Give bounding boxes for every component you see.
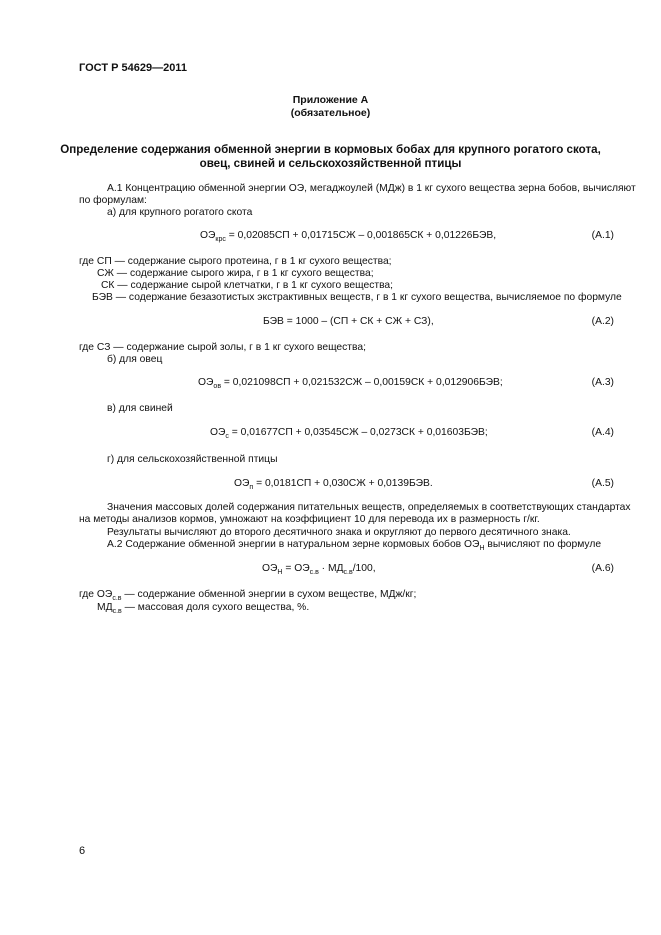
formula-a6-d: /100,	[352, 563, 376, 574]
formula-a4-sub: с	[225, 433, 229, 440]
formula-a6-b: = ОЭ	[282, 563, 310, 574]
where-md-sv-sub: с.в	[112, 608, 122, 615]
formula-a6-b-sub: с.в	[309, 569, 319, 576]
where-md-sv-post: — массовая доля сухого вещества, %.	[121, 602, 310, 613]
standard-header: ГОСТ Р 54629—2011	[79, 62, 187, 74]
item-a: а) для крупного рогатого скота	[107, 207, 253, 218]
formula-a3-rhs: = 0,021098СП + 0,021532СЖ – 0,00159СК + 0,012906БЭВ;	[221, 377, 503, 388]
formula-a3	[198, 377, 503, 389]
formula-a3-sub: ов	[213, 383, 222, 390]
formula-a4	[210, 427, 488, 439]
formula-a6	[262, 563, 376, 575]
where-oe-sv-pre: где ОЭ	[79, 589, 113, 600]
formula-a3-number: (А.3)	[591, 377, 614, 388]
formula-a4-number: (А.4)	[591, 427, 614, 438]
formula-a5-rhs: = 0,0181СП + 0,030СЖ + 0,0139БЭВ.	[253, 478, 433, 489]
where-szh: СЖ — содержание сырого жира, г в 1 кг сухого вещества;	[97, 268, 374, 279]
formula-a5-number: (А.5)	[591, 478, 614, 489]
item-c: в) для свиней	[107, 403, 173, 414]
where-sz: где СЗ — содержание сырой золы, г в 1 кг сухого вещества;	[79, 342, 366, 353]
formula-a2-number: (А.2)	[591, 316, 614, 327]
formula-a6-number: (А.6)	[591, 563, 614, 574]
formula-a1-number: (А.1)	[591, 230, 614, 241]
formula-a5	[234, 478, 433, 490]
where-sk: СК — содержание сырой клетчатки, г в 1 кг сухого вещества;	[101, 280, 394, 291]
formula-a1-lhs: ОЭ	[200, 230, 216, 241]
formula-a5-sub: п	[249, 484, 254, 491]
paragraph-a2-post: вычисляют по формуле	[484, 539, 602, 550]
where-oe-sv-post: — содержание обменной энергии в сухом веществе, МДж/кг;	[121, 589, 417, 600]
item-d: г) для сельскохозяйственной птицы	[107, 454, 278, 465]
where-md-sv-pre: МД	[97, 602, 113, 613]
formula-a6-c-sub: с.в	[343, 569, 353, 576]
paragraph-a2	[107, 539, 601, 551]
where-bev: БЭВ — содержание безазотистых экстрактивных веществ, г в 1 кг сухого вещества, вычисляемое по формуле	[92, 292, 622, 303]
where-md-sv	[97, 602, 309, 614]
paragraph-a1-line1: А.1 Концентрацию обменной энергии ОЭ, мегаджоулей (МДж) в 1 кг сухого вещества зерна бобов, вычисляют	[107, 183, 636, 194]
page-number: 6	[79, 845, 86, 857]
where-sp: где СП — содержание сырого протеина, г в 1 кг сухого вещества;	[79, 256, 392, 267]
paragraph-results: Результаты вычисляют до второго десятичного знака и округляют до первого десятичного знака.	[107, 527, 571, 538]
section-heading-line2: овец, свиней и сельскохозяйственной птицы	[199, 157, 462, 170]
paragraph-values-line1: Значения массовых долей содержания питательных веществ, определяемых в соответствующих стандартах	[107, 502, 631, 513]
formula-a4-lhs: ОЭ	[210, 427, 226, 438]
where-oe-sv	[79, 589, 416, 601]
formula-a6-a: ОЭ	[262, 563, 278, 574]
item-b: б) для овец	[107, 354, 163, 365]
formula-a1	[200, 230, 496, 242]
formula-a4-rhs: = 0,01677СП + 0,03545СЖ – 0,0273СК + 0,01603БЭВ;	[228, 427, 488, 438]
paragraph-a2-pre: А.2 Содержание обменной энергии в натуральном зерне кормовых бобов ОЭ	[107, 539, 480, 550]
formula-a2: БЭВ = 1000 – (СП + СК + СЖ + СЗ),	[263, 316, 434, 327]
formula-a6-c: · МД	[318, 563, 344, 574]
formula-a1-sub: крс	[215, 236, 226, 243]
paragraph-values-line2: на методы анализов кормов, умножают на коэффициент 10 для перевода их в размерность г/кг.	[79, 514, 540, 525]
formula-a5-lhs: ОЭ	[234, 478, 250, 489]
paragraph-a2-sub: Н	[479, 545, 485, 552]
paragraph-a1-line2: по формулам:	[79, 195, 147, 206]
formula-a3-lhs: ОЭ	[198, 377, 214, 388]
appendix-note: (обязательное)	[290, 107, 371, 119]
formula-a6-a-sub: Н	[277, 569, 283, 576]
formula-a1-rhs: = 0,02085СП + 0,01715СЖ – 0,001865СК + 0,01226БЭВ,	[225, 230, 497, 241]
where-oe-sv-sub: с.в	[112, 595, 122, 602]
section-heading-line1: Определение содержания обменной энергии в кормовых бобах для крупного рогатого скота,	[60, 143, 601, 156]
appendix-title: Приложение А	[292, 94, 369, 106]
